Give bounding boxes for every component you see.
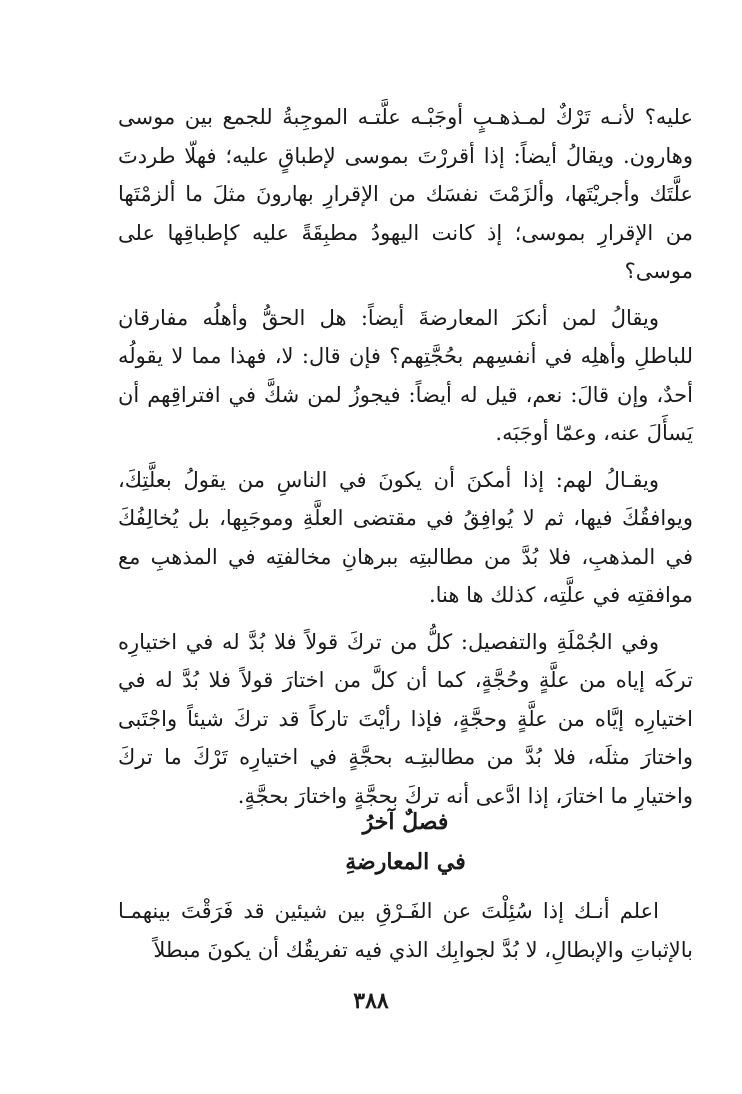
paragraph-2: ويقالُ لمن أنكرَ المعارضةَ أيضاً: هل الحقُّ وأهلُه مفارقان للباطلِ وأهلِه في أنفسِهم بحُجَّتِهم؟ فإن قال: لا، فهذا مما لا يقولُه أحدٌ، وإن قالَ: نعم، قيل له أيضاً: فيجوزُ لمن شكَّ في افتراقِهم أن يَسأَلَ عنه، وعمّا أوجَبَه. (118, 305, 693, 445)
paragraph-4: وفي الجُمْلَةِ والتفصيل: كلُّ من تركَ قولاً فلا بُدَّ له في اختيارِه تركَه إياه من علَّةٍ وحُجَّةٍ، كما أن كلَّ من اختارَ قولاً فلا بُدَّ له في اختيارِه إيَّاه من علَّةٍ وحجَّةٍ، فإذا رأيْتَ تاركاً قد تركَ شيئاً واجْتَبى واختارَ مثلَه، فلا بُدَّ من مطالبتِـه بحجَّةٍ في اختيارِه تَرْكَ ما تركَ واختيارِ ما اختارَ، إذا ادَّعى أنه تركَ بحجَّةٍ واختارَ بحجَّةٍ. (118, 629, 693, 808)
section-heading-line-1: فصلٌ آخرُ (362, 809, 449, 835)
paragraph-3: ويقـالُ لهم: إذا أمكنَ أن يكونَ في الناسِ من يقولُ بعلَّتِكَ، ويوافقُكَ فيها، ثم لا يُوافِقُ في مقتضى العلَّةِ وموجَبِها، بل يُخالِفُكَ في المذهبِ، فلا بُدَّ من مطالبتِه ببرهانِ مخالفتِه في المذهبِ مع موافقتِه في علَّتِه، كذلك ها هنا. (118, 467, 693, 607)
paragraph-5: اعلم أنـك إذا سُئِلْتَ عن الفَـرْقِ بين شيئين قد فَرَقْتَ بينهمـا بالإثباتِ والإبطالِ، لا بُدَّ لجوابِك الذي فيه تفريقُك أن يكونَ مبطلاً (118, 899, 693, 962)
section-heading-line-2: في المعارضةِ (345, 849, 466, 875)
final-text-block (118, 892, 693, 969)
page-number: ٣٨٨ (353, 988, 389, 1014)
paragraph-1: عليه؟ لأنـه تَرْكٌ لمـذهـبٍ أوجَبْـه علَّتـه الموجِبةُ للجمع بين موسى وهارون. ويقالُ أيضاً: إذا أقررْتَ بموسى لإطباقٍ عليه؛ فهلّا طردتَ علَّتَك وأجريْتَها، وألزَمْتَ نفسَك من الإقرارِ بهارونَ مثلَ ما ألزمْتَها من الإقرارِ بموسى؛ إذ كانت اليهودُ مطبِقَةً عليه كإطباقِها على موسى؟ (118, 105, 693, 283)
main-text-block (118, 98, 693, 815)
